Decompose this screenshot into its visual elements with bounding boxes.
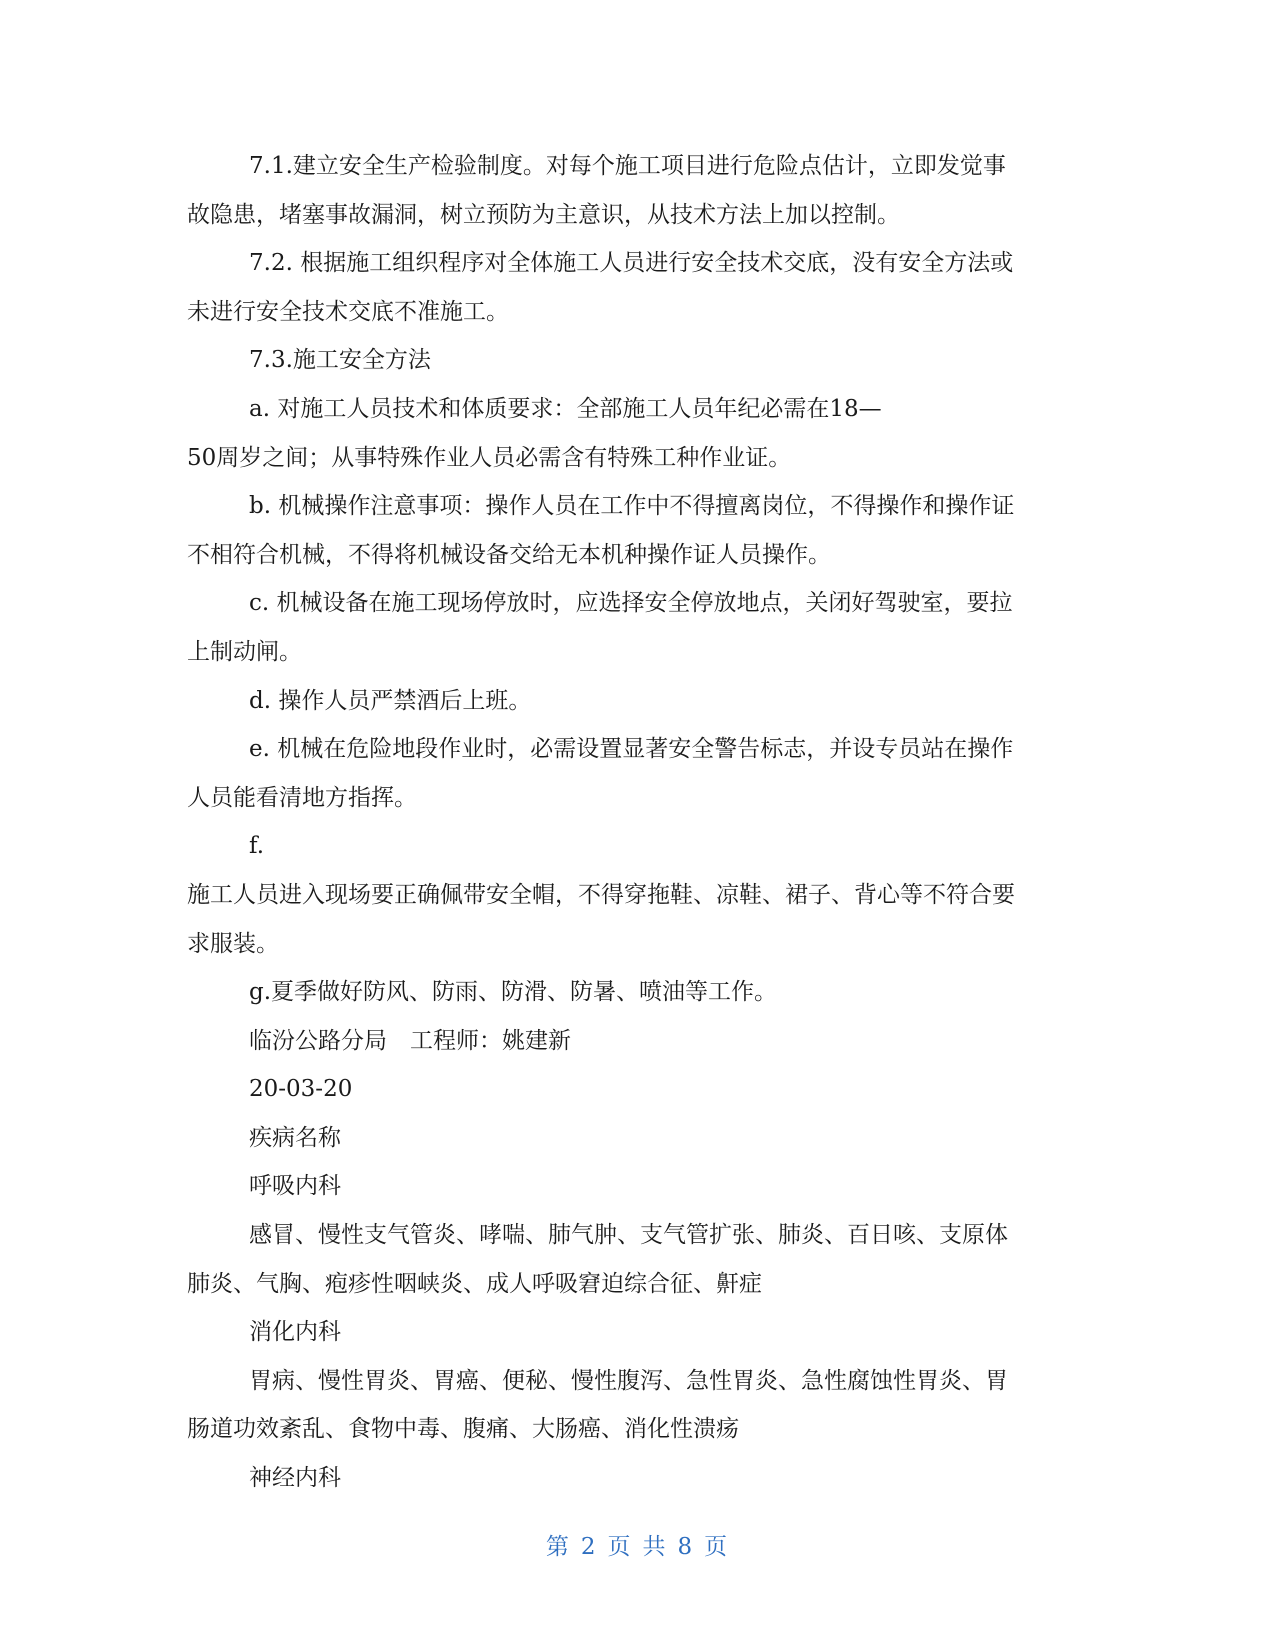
table-header: 疾病名称 bbox=[249, 1124, 341, 1151]
paragraph-line: 不相符合机械，不得将机械设备交给无本机种操作证人员操作。 bbox=[187, 541, 831, 568]
disease-list-line: 肺炎、气胸、疱疹性咽峡炎、成人呼吸窘迫综合征、鼾症 bbox=[187, 1270, 762, 1297]
paragraph-line: 求服装。 bbox=[187, 930, 279, 957]
paragraph-line: g.夏季做好防风、防雨、防滑、防暑、喷油等工作。 bbox=[249, 979, 778, 1006]
paragraph-line: d. 操作人员严禁酒后上班。 bbox=[249, 687, 532, 714]
paragraph-line: f. bbox=[249, 833, 265, 860]
section-heading: 7.3.施工安全方法 bbox=[249, 347, 431, 374]
paragraph-line: a. 对施工人员技术和体质要求：全部施工人员年纪必需在18— bbox=[249, 395, 882, 422]
footer-total-word: 共 bbox=[642, 1534, 668, 1560]
paragraph-line: 施工人员进入现场要正确佩带安全帽，不得穿拖鞋、凉鞋、裙子、背心等不符合要 bbox=[187, 881, 1015, 908]
paragraph-line: 人员能看清地方指挥。 bbox=[187, 784, 417, 811]
paragraph-line: 50周岁之间；从事特殊作业人员必需含有特殊工种作业证。 bbox=[187, 444, 792, 471]
paragraph-line: 未进行安全技术交底不准施工。 bbox=[187, 298, 509, 325]
footer-prefix: 第 bbox=[545, 1534, 571, 1560]
disease-list-line: 肠道功效紊乱、食物中毒、腹痛、大肠癌、消化性溃疡 bbox=[187, 1416, 739, 1443]
disease-list-line: 胃病、慢性胃炎、胃癌、便秘、慢性腹泻、急性胃炎、急性腐蚀性胃炎、胃 bbox=[249, 1367, 1008, 1394]
department-heading: 呼吸内科 bbox=[249, 1173, 341, 1200]
paragraph-line: c. 机械设备在施工现场停放时，应选择安全停放地点，关闭好驾驶室，要拉 bbox=[249, 590, 1013, 617]
page-footer bbox=[0, 1528, 1275, 1561]
date-line: 20-03-20 bbox=[249, 1076, 353, 1103]
total-pages-number: 8 bbox=[677, 1534, 695, 1560]
department-heading: 消化内科 bbox=[249, 1319, 341, 1346]
paragraph-line: e. 机械在危险地段作业时，必需设置显著安全警告标志，并设专员站在操作 bbox=[249, 736, 1014, 763]
department-heading: 神经内科 bbox=[249, 1465, 341, 1492]
document-body bbox=[187, 142, 1092, 1503]
paragraph-line: b. 机械操作注意事项：操作人员在工作中不得擅离岗位，不得操作和操作证 bbox=[249, 493, 1015, 520]
paragraph-line: 故隐患，堵塞事故漏洞，树立预防为主意识，从技术方法上加以控制。 bbox=[187, 201, 900, 228]
disease-list-line: 感冒、慢性支气管炎、哮喘、肺气肿、支气管扩张、肺炎、百日咳、支原体 bbox=[249, 1222, 1008, 1249]
signature-line: 临汾公路分局 工程师：姚建新 bbox=[249, 1027, 571, 1054]
footer-suffix: 页 bbox=[704, 1534, 730, 1560]
paragraph-line: 7.1.建立安全生产检验制度。对每个施工项目进行危险点估计，立即发觉事 bbox=[249, 153, 1006, 179]
footer-page-word: 页 bbox=[607, 1534, 633, 1560]
paragraph-line: 7.2. 根据施工组织程序对全体施工人员进行安全技术交底，没有安全方法或 bbox=[249, 250, 1014, 277]
current-page-number: 2 bbox=[580, 1534, 598, 1560]
paragraph-line: 上制动闸。 bbox=[187, 638, 302, 665]
